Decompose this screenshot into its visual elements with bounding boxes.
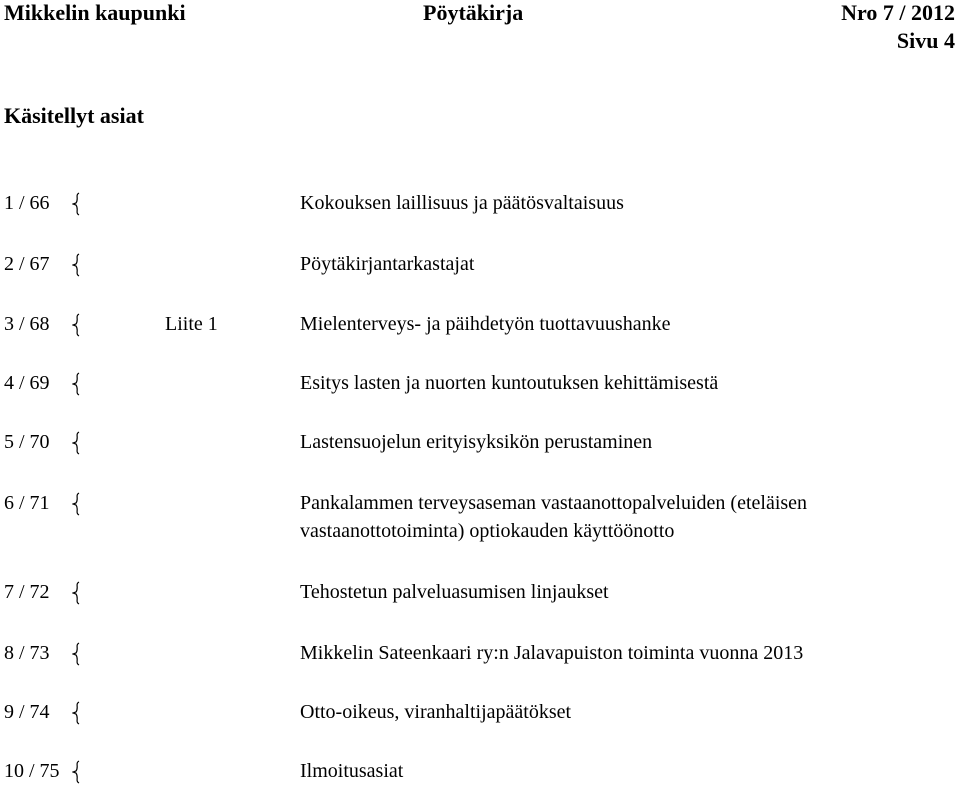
item-number: 9 / 74 xyxy=(4,701,50,723)
section-title: Käsitellyt asiat xyxy=(4,103,144,128)
item-title: Esitys lasten ja nuorten kuntoutuksen kehittämisestä xyxy=(300,372,719,394)
item-title: Otto-oikeus, viranhaltijapäätökset xyxy=(300,701,572,723)
item-number: 8 / 73 xyxy=(4,642,50,664)
section-mark-icon xyxy=(72,760,84,784)
item-title: Ilmoitusasiat xyxy=(300,760,404,782)
item-title: Lastensuojelun erityisyksikön perustaminen xyxy=(300,431,653,453)
item-number: 2 / 67 xyxy=(4,253,50,275)
item-number: 5 / 70 xyxy=(4,431,50,453)
section-mark-icon xyxy=(72,642,84,666)
item-number: 10 / 75 xyxy=(4,760,60,782)
item-number: 6 / 71 xyxy=(4,492,50,514)
item-title: Kokouksen laillisuus ja päätösvaltaisuus xyxy=(300,192,624,214)
section-mark-icon xyxy=(72,492,84,516)
organization-name: Mikkelin kaupunki xyxy=(4,0,186,25)
section-mark-icon xyxy=(72,701,84,725)
item-title: Mielenterveys- ja päihdetyön tuottavuushanke xyxy=(300,313,671,335)
item-number: 3 / 68 xyxy=(4,313,50,335)
item-title: Pöytäkirjantarkastajat xyxy=(300,253,475,275)
item-attachment: Liite 1 xyxy=(165,313,218,335)
document-type: Pöytäkirja xyxy=(423,0,524,25)
document-number: Nro 7 / 2012 xyxy=(841,0,955,25)
section-mark-icon xyxy=(72,372,84,396)
section-mark-icon xyxy=(72,313,84,337)
item-title: Tehostetun palveluasumisen linjaukset xyxy=(300,581,609,603)
item-number: 1 / 66 xyxy=(4,192,50,214)
item-number: 7 / 72 xyxy=(4,581,50,603)
section-mark-icon xyxy=(72,581,84,605)
item-title: Pankalammen terveysaseman vastaanottopalveluiden (eteläisen vastaanottotoiminta) optiokauden käyttöönotto xyxy=(300,492,808,542)
section-mark-icon xyxy=(72,431,84,455)
section-mark-icon xyxy=(72,192,84,216)
item-title: Mikkelin Sateenkaari ry:n Jalavapuiston toiminta vuonna 2013 xyxy=(300,642,804,664)
item-number: 4 / 69 xyxy=(4,372,50,394)
page-number: Sivu 4 xyxy=(896,28,955,53)
section-mark-icon xyxy=(72,253,84,277)
